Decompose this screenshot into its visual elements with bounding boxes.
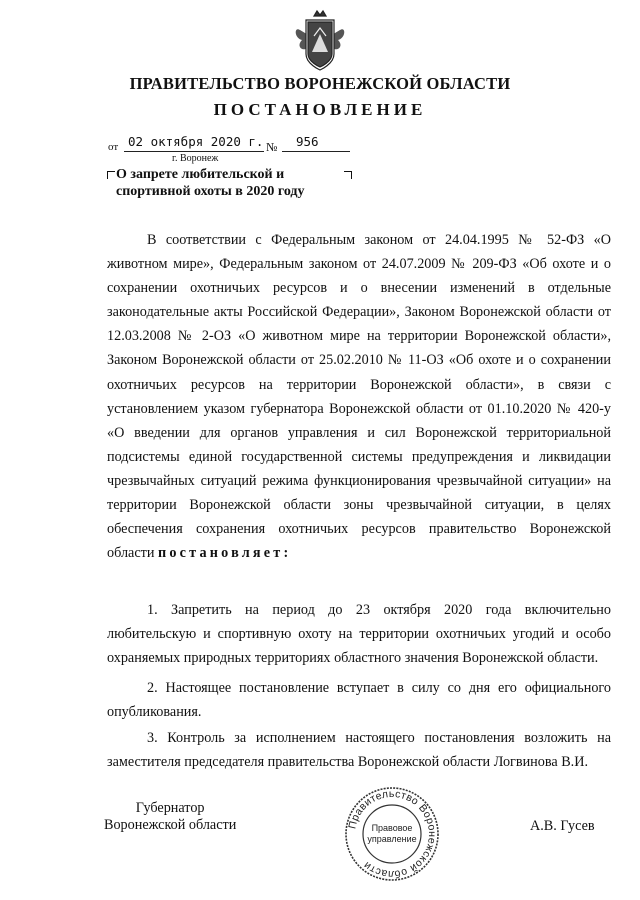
stamp-ring-text: Правительство Воронежской области (346, 787, 439, 881)
subject-bracket-left (107, 171, 115, 179)
subject-line-2: спортивной охоты в 2020 году (116, 184, 305, 199)
signatory-position-line-1: Губернатор (135, 800, 205, 816)
signatory-name: А.В. Гусев (530, 818, 595, 834)
subject-line-1: О запрете любительской и (116, 167, 285, 182)
city-label: г. Воронеж (172, 153, 219, 164)
preamble-text: В соответствии с Федеральным законом от 24.04.1995 № 52-ФЗ «О животном мире», Федеральным законом от 24.07.2009 № 209-ФЗ «Об охоте и о сохранении охотничьих ресурсов и о внесении изменений в отдельные законодательные акты Российской Федерации», Законом Воронежской области от 12.03.2008 № 2-ОЗ «О животном мире на территории Воронежской области», Законом Воронежской области от 25.02.2010 № 11-ОЗ «Об охоте и о сохранении охотничьих ресурсов на территории Воронежской области», в связи с установлением указом губернатора Воронежской области от 01.10.2020 № 420-у «О введении для органов управления и сил Воронежской территориальной подсистемы единой государственной системы предупреждения и ликвидации чрезвычайных ситуаций режима функционирования чрезвычайной ситуации» на территории Воронежской области зоны чрезвычайной ситуации, в целях обеспечения сохранения охотничьих ресурсов правительство Воронежской области (107, 232, 611, 562)
stamp-center-line-2: управление (367, 834, 417, 844)
preamble-paragraph (107, 228, 611, 565)
decree-item-3: 3. Контроль за исполнением настоящего постановления возложить на заместителя председателя правительства Воронежской области Логвинова В.И. (107, 730, 611, 771)
number-underline (282, 151, 350, 152)
decree-item-2: 2. Настоящее постановление вступает в силу со дня его официального опубликования. (107, 680, 611, 721)
legal-department-stamp (343, 785, 441, 883)
decree-word: постановляет: (157, 545, 292, 562)
document-number: 956 (296, 134, 319, 149)
document-subject (116, 166, 346, 200)
date-prefix: от (108, 141, 119, 153)
signatory-position-line-2: Воронежской области (104, 817, 237, 833)
document-date: 02 октября 2020 г. (128, 134, 264, 149)
decree-item-1: 1. Запретить на период до 23 октября 2020 года включительно любительскую и спортивную охоту на территории охотничьих угодий и особо охраняемых природных территориях областного значения Воронежской области. (107, 602, 611, 667)
coat-of-arms-emblem (290, 6, 350, 74)
signatory-position (104, 800, 236, 834)
organization-title: ПРАВИТЕЛЬСТВО ВОРОНЕЖСКОЙ ОБЛАСТИ (129, 74, 511, 93)
number-prefix: № (266, 140, 278, 154)
stamp-center-line-1: Правовое (371, 823, 413, 833)
date-underline (124, 151, 264, 152)
document-type-title: ПОСТАНОВЛЕНИЕ (213, 100, 427, 119)
